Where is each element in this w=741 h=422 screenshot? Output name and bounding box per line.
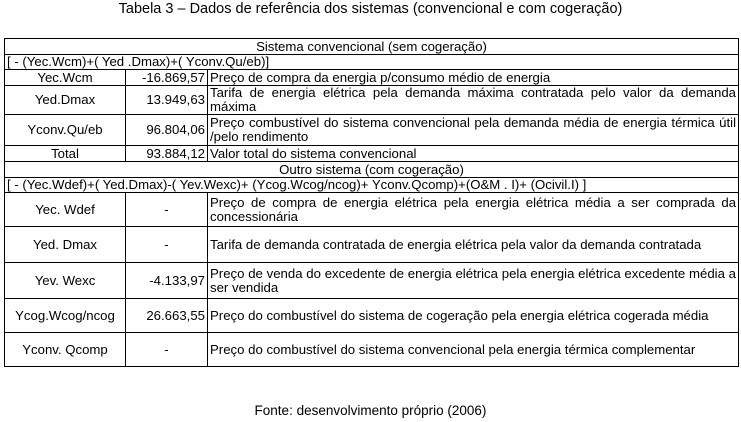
conventional-title: Sistema convencional (sem cogeração): [5, 39, 739, 55]
variable-description: Preço de compra da energia p/consumo médio de energia: [208, 70, 739, 86]
variable-name: Yev. Wexc: [5, 263, 126, 299]
variable-value: -16.869,57: [126, 70, 208, 86]
cogeneration-formula: [ - (Yec.Wdef)+( Yed.Dmax)-( Yev.Wexc)+ (Ycog.Wcog/ncog)+ Yconv.Qcomp)+(O&M . I)+ (Ocivil.I) ]: [5, 178, 739, 193]
total-value: 93.884,12: [126, 146, 208, 162]
table-row-total: [5, 146, 739, 162]
table-row: [5, 70, 739, 86]
table-row: [5, 86, 739, 115]
variable-name: Yec. Wdef: [5, 193, 126, 227]
section-header-cogeneration: [5, 162, 739, 178]
total-description: Valor total do sistema convencional: [208, 146, 739, 162]
variable-description: Preço de compra de energia elétrica pela energia elétrica média a ser comprada da concessionária: [208, 193, 739, 227]
table-row: [5, 115, 739, 146]
variable-description: Preço do combustível do sistema de cogeração pela energia elétrica cogerada média: [208, 299, 739, 333]
table-row: [5, 263, 739, 299]
formula-row-cogeneration: [5, 178, 739, 193]
total-label: Total: [5, 146, 126, 162]
table-row: [5, 299, 739, 333]
variable-value: 13.949,63: [126, 86, 208, 115]
variable-value: 96.804,06: [126, 115, 208, 146]
table-row: [5, 333, 739, 367]
variable-name: Ycog.Wcog/ncog: [5, 299, 126, 333]
cogeneration-title: Outro sistema (com cogeração): [5, 162, 739, 178]
source-note: Fonte: desenvolvimento próprio (2006): [254, 403, 487, 418]
variable-description: Tarifa de demanda contratada de energia elétrica pela valor da demanda contratada: [208, 227, 739, 263]
variable-value: -: [126, 193, 208, 227]
table-row: [5, 227, 739, 263]
variable-value: -4.133,97: [126, 263, 208, 299]
variable-description: Tarifa de energia elétrica pela demanda máxima contratada pelo valor da demanda máxima: [208, 86, 739, 115]
variable-description: Preço do combustível do sistema convencional pela energia térmica complementar: [208, 333, 739, 367]
variable-name: Yed.Dmax: [5, 86, 126, 115]
reference-data-table: [4, 38, 739, 367]
variable-description: Preço combustível do sistema convencional pela demanda média de energia térmica útil /pelo rendimento: [208, 115, 739, 146]
section-header-conventional: [5, 39, 739, 55]
variable-value: 26.663,55: [126, 299, 208, 333]
variable-name: Yconv. Qcomp: [5, 333, 126, 367]
variable-value: -: [126, 227, 208, 263]
conventional-formula: [ - (Yec.Wcm)+( Yed .Dmax)+( Yconv.Qu/eb)]: [5, 55, 739, 70]
variable-value: -: [126, 333, 208, 367]
table-caption: Tabela 3 – Dados de referência dos sistemas (convencional e com cogeração): [118, 1, 623, 17]
formula-row-conventional: [5, 55, 739, 70]
variable-name: Yec.Wcm: [5, 70, 126, 86]
variable-name: Yconv.Qu/eb: [5, 115, 126, 146]
table-row: [5, 193, 739, 227]
variable-description: Preço de venda do excedente de energia elétrica pela energia elétrica excedente média a ser vendida: [208, 263, 739, 299]
variable-name: Yed. Dmax: [5, 227, 126, 263]
